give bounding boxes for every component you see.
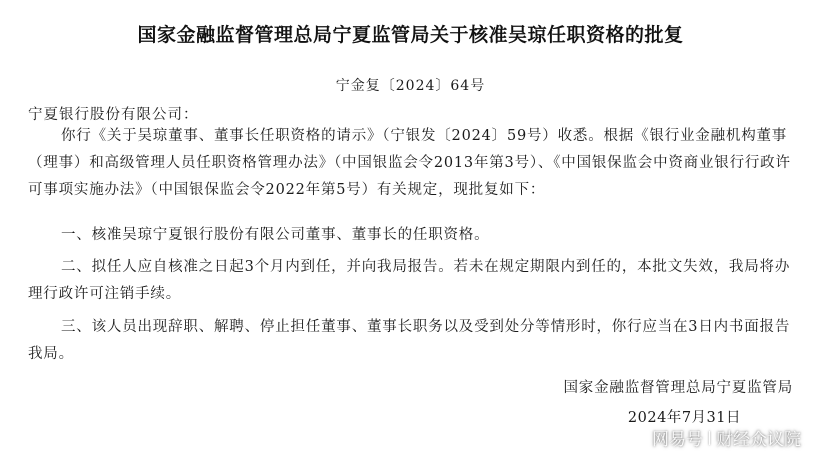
- body-paragraph: 三、该人员出现辞职、解聘、停止担任董事、董事长职务以及受到处分等情形时，你行应当在3日内书面报告我局。: [28, 319, 791, 362]
- document-title: 国家金融监督管理总局宁夏监管局关于核准吴琼任职资格的批复: [137, 24, 684, 46]
- watermark: [652, 425, 801, 450]
- watermark-divider: [709, 431, 710, 445]
- watermark-source: 网易号: [652, 430, 703, 450]
- body-paragraph: 一、核准吴琼宁夏银行股份有限公司董事、董事长的任职资格。: [61, 227, 490, 243]
- watermark-author: 财经众议院: [716, 430, 801, 450]
- body-paragraph: 二、拟任人应自核准之日起3个月内到任，并向我局报告。若未在规定期限内到任的，本批文失效，我局将办理行政许可注销手续。: [28, 259, 791, 302]
- signature-date: 2024年7月31日: [627, 410, 741, 426]
- document-number: 宁金复〔2024〕64号: [335, 78, 486, 94]
- recipient: 宁夏银行股份有限公司：: [28, 107, 199, 123]
- signature-organization: 国家金融监督管理总局宁夏监管局: [563, 380, 793, 396]
- body-paragraph: 你行《关于吴琼董事、董事长任职资格的请示》（宁银发〔2024〕59号）收悉。根据《银行业金融机构董事（理事）和高级管理人员任职资格管理办法》（中国银监会令2013年第3号）、《中国银保监会中资商业银行行政许可事项实施办法》（中国银保监会令2022年第5号）有关规定，现批复如下：: [28, 128, 791, 198]
